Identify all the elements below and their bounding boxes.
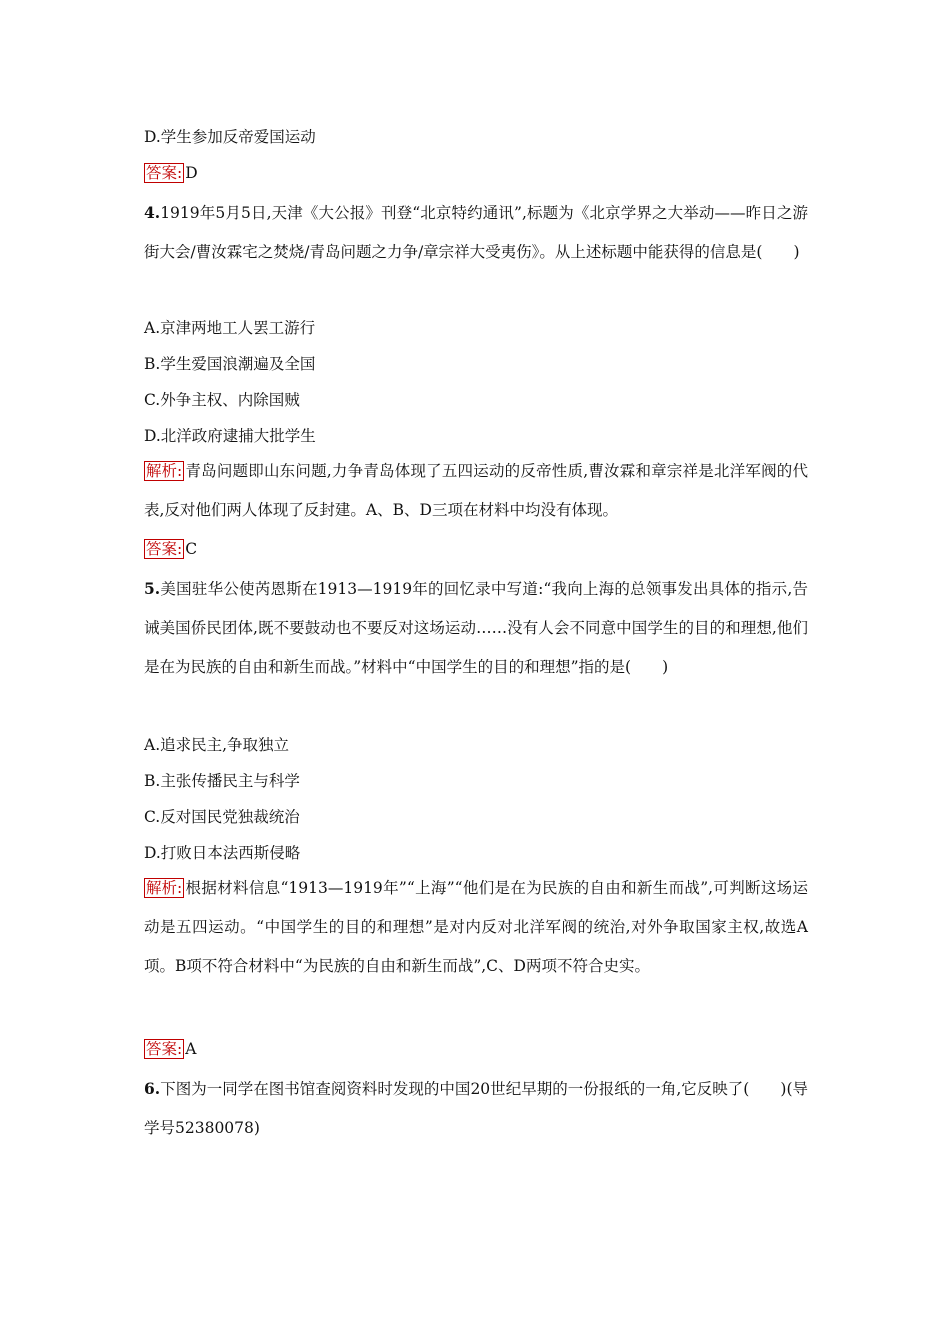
question-5-option-c: C.反对国民党独裁统治 xyxy=(144,808,300,826)
analysis-tag: 解析: xyxy=(146,462,183,480)
question-text: 美国驻华公使芮恩斯在1913—1919年的回忆录中写道:“我向上海的总领事发出具体的指示,告诫美国侨民团体,既不要鼓动也不要反对这场运动……没有人会不同意中国学生的目的和理想,他们是在为民族的自由和新生而战。”材料中“中国学生的目的和理想”指的是( ) xyxy=(144,580,808,676)
question-text: 下图为一同学在图书馆查阅资料时发现的中国20世纪早期的一份报纸的一角,它反映了( )(导学号52380078) xyxy=(144,1080,808,1137)
question-5-stem xyxy=(144,569,808,687)
question-4-option-b: B.学生爱国浪潮遍及全国 xyxy=(144,355,316,373)
question-5-option-a: A.追求民主,争取独立 xyxy=(144,736,290,754)
question-4-option-a: A.京津两地工人罢工游行 xyxy=(144,319,316,337)
question-number: 6. xyxy=(144,1079,161,1098)
answer-value: A xyxy=(185,1040,197,1058)
prev-answer xyxy=(144,163,198,183)
question-number: 5. xyxy=(144,579,161,598)
question-5-option-d: D.打败日本法西斯侵略 xyxy=(144,844,301,862)
question-number: 4. xyxy=(144,203,161,222)
question-4-option-d: D.北洋政府逮捕大批学生 xyxy=(144,427,316,445)
question-4-analysis xyxy=(144,452,808,530)
answer-tag: 答案: xyxy=(146,540,183,558)
answer-tag: 答案: xyxy=(146,164,183,182)
answer-value: D xyxy=(185,164,198,182)
question-5-answer xyxy=(144,1039,196,1059)
question-text: 1919年5月5日,天津《大公报》刊登“北京特约通讯”,标题为《北京学界之大举动——昨日之游街大会/曹汝霖宅之焚烧/青岛问题之力争/章宗祥大受夷伤》。从上述标题中能获得的信息是( ) xyxy=(144,204,808,261)
answer-tag: 答案: xyxy=(146,1040,183,1058)
prev-option-d: D.学生参加反帝爱国运动 xyxy=(144,128,316,146)
analysis-text: 根据材料信息“1913—1919年”“上海”“他们是在为民族的自由和新生而战”,可判断这场运动是五四运动。“中国学生的目的和理想”是对内反对北洋军阀的统治,对外争取国家主权,故选A项。B项不符合材料中“为民族的自由和新生而战”,C、D两项不符合史实。 xyxy=(144,879,808,975)
question-4-answer xyxy=(144,539,197,559)
question-5-analysis xyxy=(144,869,808,986)
analysis-tag: 解析: xyxy=(146,879,183,897)
analysis-text: 青岛问题即山东问题,力争青岛体现了五四运动的反帝性质,曹汝霖和章宗祥是北洋军阀的代表,反对他们两人体现了反封建。A、B、D三项在材料中均没有体现。 xyxy=(144,462,808,519)
answer-value: C xyxy=(185,540,198,558)
question-5-option-b: B.主张传播民主与科学 xyxy=(144,772,300,790)
question-4-stem xyxy=(144,193,808,272)
question-4-option-c: C.外争主权、内除国贼 xyxy=(144,391,300,409)
question-6-stem xyxy=(144,1069,808,1148)
